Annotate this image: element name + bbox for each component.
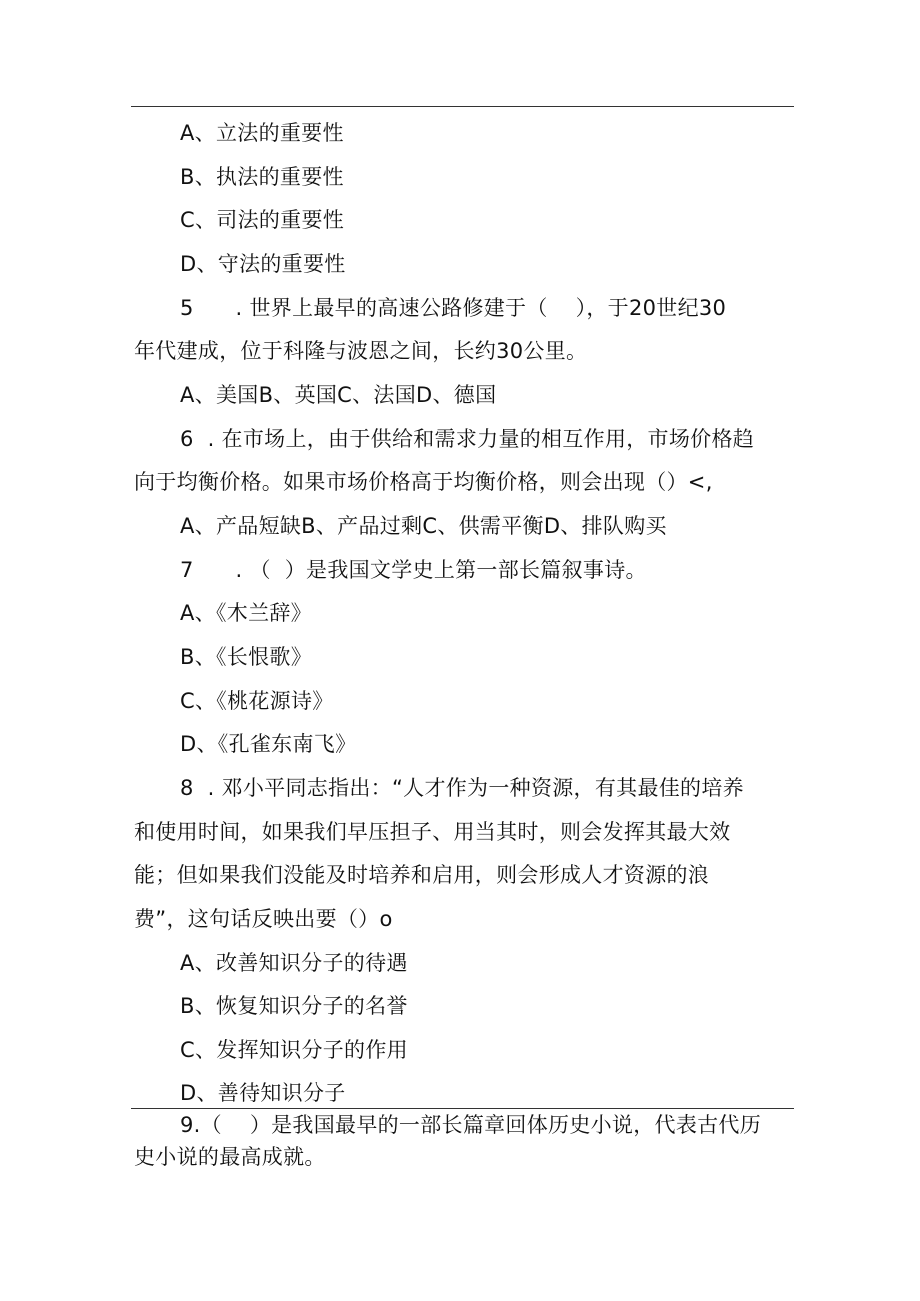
question-7-option-a: A、《木兰辞》 — [180, 601, 312, 625]
question-8-line-1: 8 . 邓小平同志指出：“人才作为一种资源，有其最佳的培养 — [180, 776, 744, 800]
question-7: 7 . （ ）是我国文学史上第一部长篇叙事诗。 — [180, 558, 647, 582]
option-d-compliance: D、守法的重要性 — [180, 252, 346, 276]
header-rule — [131, 106, 794, 107]
question-7-option-c: C、《桃花源诗》 — [180, 689, 334, 713]
question-6-options: A、产品短缺B、产品过剩C、供需平衡D、排队购买 — [180, 514, 667, 538]
page-break-rule — [131, 1108, 794, 1109]
question-9-line-1: 9.（ ）是我国最早的一部长篇章回体历史小说，代表古代历 — [180, 1113, 762, 1137]
question-8-line-3: 能；但如果我们没能及时培养和启用，则会形成人才资源的浪 — [134, 863, 710, 887]
option-b-enforcement: B、执法的重要性 — [180, 165, 344, 189]
question-8-line-2: 和使用时间，如果我们早压担子、用当其时，则会发挥其最大效 — [134, 820, 731, 844]
question-7-option-b: B、《长恨歌》 — [180, 645, 313, 669]
option-a-legislation: A、立法的重要性 — [180, 121, 344, 145]
question-6-line-1: 6 . 在市场上，由于供给和需求力量的相互作用，市场价格趋 — [180, 427, 755, 451]
question-9-line-2: 史小说的最高成就。 — [134, 1145, 326, 1169]
question-6-line-2: 向于均衡价格。如果市场价格高于均衡价格，则会出现（）<, — [134, 470, 713, 494]
question-7-option-d: D、《孔雀东南飞》 — [180, 732, 357, 756]
question-8-option-a: A、改善知识分子的待遇 — [180, 951, 408, 975]
question-5-line-2: 年代建成，位于科隆与波恩之间，长约30公里。 — [134, 339, 588, 363]
question-8-line-4: 费”，这句话反映出要（）o — [134, 907, 393, 931]
question-8-option-c: C、发挥知识分子的作用 — [180, 1038, 408, 1062]
question-5-options: A、美国B、英国C、法国D、德国 — [180, 383, 497, 407]
option-c-judiciary: C、司法的重要性 — [180, 208, 345, 232]
question-5-line-1: 5 . 世界上最早的高速公路修建于（ ），于20世纪30 — [180, 296, 727, 320]
question-8-option-d: D、善待知识分子 — [180, 1081, 346, 1105]
question-8-option-b: B、恢复知识分子的名誉 — [180, 994, 408, 1018]
